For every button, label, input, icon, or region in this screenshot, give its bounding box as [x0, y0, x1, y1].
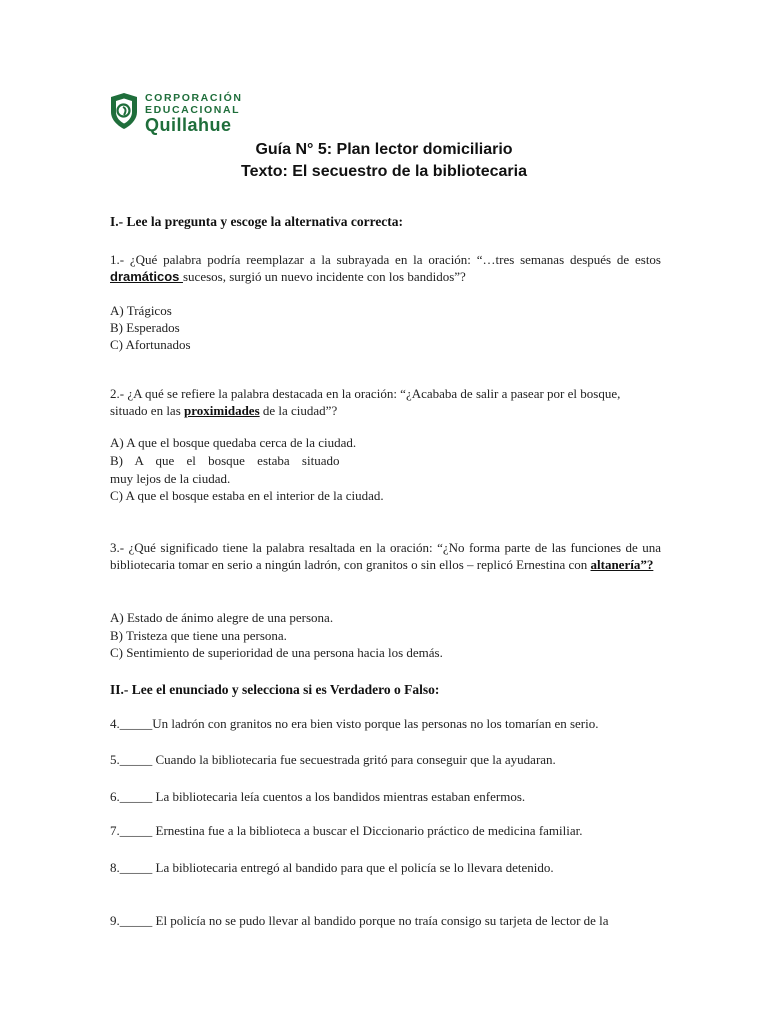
question-1-text-b: sucesos, surgió un nuevo incidente con los bandidos”?: [182, 269, 466, 284]
statement-9: 9._____ El policía no se pudo llevar al bandido porque no traía consigo su tarjeta de lector de la: [110, 913, 609, 928]
question-1-text-a: 1.- ¿Qué palabra podría reemplazar a la subrayada en la oración: “…tres semanas después de estos: [110, 252, 661, 267]
statement-5: 5._____ Cuando la bibliotecaria fue secuestrada gritó para conseguir que la ayudaran.: [110, 752, 556, 767]
statement-6: 6._____ La bibliotecaria leía cuentos a los bandidos mientras estaban enfermos.: [110, 789, 526, 804]
q3-option-b: B) Tristeza que tiene una persona.: [110, 628, 287, 643]
q1-option-a: A) Trágicos: [110, 303, 172, 318]
logo: [108, 90, 248, 140]
question-2-text-a: 2.- ¿A qué se refiere la palabra destacada en la oración: “¿Acababa de salir a pasear por el bosque, situado en las: [110, 386, 621, 418]
question-3-keyword: altanería”?: [590, 557, 654, 572]
q3-option-c: C) Sentimiento de superioridad de una persona hacia los demás.: [110, 645, 443, 660]
logo-line-3: Quillahue: [145, 115, 232, 135]
q2-option-a: A) A que el bosque quedaba cerca de la ciudad.: [110, 435, 357, 450]
q1-option-b: B) Esperados: [110, 320, 180, 335]
question-3-text-a: 3.- ¿Qué significado tiene la palabra resaltada en la oración: “¿No forma parte de las funciones de una bibliotecaria tomar en serio a ningún ladrón, con granitos o sin ellos – replicó Ernestina con: [110, 540, 661, 572]
question-3: [110, 539, 661, 573]
section-1-heading: I.- Lee la pregunta y escoge la alternativa correcta:: [110, 214, 404, 229]
statement-8: 8._____ La bibliotecaria entregó al bandido para que el policía se lo llevara detenido.: [110, 860, 554, 875]
question-2: [110, 385, 661, 419]
statement-7: 7._____ Ernestina fue a la biblioteca a buscar el Diccionario práctico de medicina familiar.: [110, 823, 583, 838]
logo-line-2: EDUCACIONAL: [145, 103, 241, 116]
logo-line-1: CORPORACIÓN: [145, 92, 243, 104]
q2-option-b: B) A que el bosque estaba situado: [110, 453, 340, 468]
q3-option-a: A) Estado de ánimo alegre de una persona.: [110, 610, 334, 625]
text-title: Texto: El secuestro de la bibliotecaria: [240, 163, 527, 180]
shield-logo-icon: [108, 92, 140, 130]
q2-option-c: C) A que el bosque estaba en el interior de la ciudad.: [110, 488, 384, 503]
statement-4: 4._____Un ladrón con granitos no era bien visto porque las personas no los tomarían en serio.: [110, 716, 599, 731]
question-2-keyword: proximidades: [184, 403, 260, 418]
question-1-keyword: dramáticos: [110, 269, 183, 284]
q2-option-b-cont: muy lejos de la ciudad.: [110, 471, 231, 486]
question-2-text-b: de la ciudad”?: [259, 403, 338, 418]
section-2-heading: II.- Lee el enunciado y selecciona si es Verdadero o Falso:: [110, 682, 440, 697]
guide-title: Guía N° 5: Plan lector domiciliario: [255, 141, 513, 158]
question-1: [110, 251, 661, 285]
q1-option-c: C) Afortunados: [110, 337, 191, 352]
